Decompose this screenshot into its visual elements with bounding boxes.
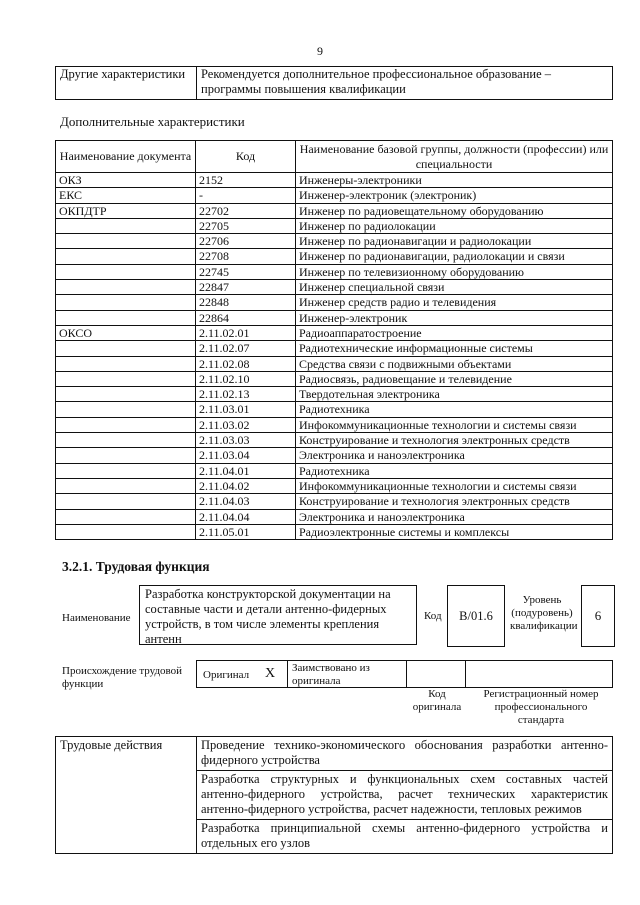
row-document: ОКСО: [56, 325, 196, 340]
row-code: 2.11.02.10: [196, 371, 296, 386]
table-row: [56, 402, 613, 417]
row-code: 2.11.02.13: [196, 387, 296, 402]
row-document: [56, 509, 196, 524]
reg-number-label: Регистрационный номер профессионального стандарта: [483, 688, 599, 726]
row-code: 2.11.02.08: [196, 356, 296, 371]
row-code: 22847: [196, 280, 296, 295]
row-code: 22708: [196, 249, 296, 264]
row-code: 2.11.03.04: [196, 448, 296, 463]
row-document: [56, 387, 196, 402]
table-row: [56, 371, 613, 386]
row-document: [56, 341, 196, 356]
original-label: Оригинал: [203, 669, 250, 681]
table-row: [56, 203, 613, 218]
section-heading: 3.2.1. Трудовая функция: [62, 559, 210, 574]
table-row: [56, 478, 613, 493]
code-label: Код: [424, 610, 442, 622]
row-code: 2.11.04.04: [196, 509, 296, 524]
row-name: Инфокоммуникационные технологии и системы связи: [296, 478, 613, 493]
borrowed-label: Заимствовано из оригинала: [292, 662, 370, 687]
table-row: [56, 325, 613, 340]
row-name: Радиотехнические информационные системы: [296, 341, 613, 356]
row-name: Твердотельная электроника: [296, 387, 613, 402]
row-code: 2.11.02.01: [196, 325, 296, 340]
actions-label: Трудовые действия: [56, 737, 197, 854]
table-row: [56, 463, 613, 478]
other-text: Рекомендуется дополнительное профессиональное образование – программы повышения квалификации: [197, 67, 613, 100]
action-item: Проведение технико-экономического обоснования разработки антенно-фидерного устройства: [197, 737, 613, 771]
row-document: [56, 524, 196, 539]
row-document: [56, 494, 196, 509]
row-document: [56, 218, 196, 233]
row-name: Инженер по радиолокации: [296, 218, 613, 233]
table-row: [56, 387, 613, 402]
row-code: 2.11.04.03: [196, 494, 296, 509]
table-row: [56, 249, 613, 264]
row-name: Радиотехника: [296, 402, 613, 417]
row-code: 22702: [196, 203, 296, 218]
row-document: [56, 433, 196, 448]
row-code: 22705: [196, 218, 296, 233]
row-name: Инженер по телевизионному оборудованию: [296, 264, 613, 279]
original-mark: X: [265, 666, 276, 681]
row-document: [56, 280, 196, 295]
function-code-box: B/01.6: [447, 585, 505, 647]
row-name: Электроника и наноэлектроника: [296, 509, 613, 524]
row-code: 2.11.03.02: [196, 417, 296, 432]
table-row: [56, 417, 613, 432]
borrowed-cell: [287, 660, 407, 688]
additional-title: Дополнительные характеристики: [60, 114, 245, 129]
row-name: Инженер специальной связи: [296, 280, 613, 295]
level-box: 6: [581, 585, 615, 647]
row-name: Электроника и наноэлектроника: [296, 448, 613, 463]
table-row: [56, 188, 613, 203]
row-document: [56, 295, 196, 310]
table-row: [56, 234, 613, 249]
row-document: [56, 356, 196, 371]
orig-code-label: Код оригинала: [412, 688, 462, 713]
additional-characteristics-table: [55, 140, 613, 540]
table-row: [56, 524, 613, 539]
row-document: [56, 478, 196, 493]
table-row: [56, 433, 613, 448]
table-row: [56, 494, 613, 509]
row-name: Радиосвязь, радиовещание и телевидение: [296, 371, 613, 386]
additional-rows: [56, 173, 613, 540]
row-name: Средства связи с подвижными объектами: [296, 356, 613, 371]
row-document: [56, 402, 196, 417]
row-code: 22864: [196, 310, 296, 325]
table-row: [56, 356, 613, 371]
table-row: [56, 310, 613, 325]
reg-number-cell: [465, 660, 613, 688]
function-name-box: Разработка конструкторской документации на составные части и детали антенно-фидерных устройств, в том числе элементы крепления антенн: [139, 585, 417, 645]
action-item: Разработка принципиальной схемы антенно-фидерного устройства и отдельных его узлов: [197, 820, 613, 854]
origin-row: [196, 660, 613, 688]
row-code: 2.11.03.03: [196, 433, 296, 448]
name-label: Наименование: [62, 612, 131, 624]
action-item: Разработка структурных и функциональных схем составных частей антенно-фидерного устройства, расчет технических характеристик антенно-фидерного устройства, расчет надежности, тепловых режимов: [197, 771, 613, 820]
row-name: Инженер по радионавигации и радиолокации: [296, 234, 613, 249]
table-row: [56, 341, 613, 356]
row-name: Радиотехника: [296, 463, 613, 478]
table-row: [56, 264, 613, 279]
row-code: 2.11.05.01: [196, 524, 296, 539]
table-row: [56, 448, 613, 463]
header-code: Код: [196, 141, 296, 173]
table-row: [56, 173, 613, 188]
row-code: 22848: [196, 295, 296, 310]
row-document: ЕКС: [56, 188, 196, 203]
row-name: Конструирование и технология электронных средств: [296, 494, 613, 509]
row-code: 22745: [196, 264, 296, 279]
row-document: [56, 448, 196, 463]
row-document: [56, 371, 196, 386]
row-name: Инженер по радионавигации, радиолокации и связи: [296, 249, 613, 264]
row-name: Конструирование и технология электронных средств: [296, 433, 613, 448]
row-document: ОКПДТР: [56, 203, 196, 218]
row-name: Инженер-электроник (электроник): [296, 188, 613, 203]
row-code: 2.11.04.01: [196, 463, 296, 478]
row-name: Инженер средств радио и телевидения: [296, 295, 613, 310]
row-name: Инфокоммуникационные технологии и системы связи: [296, 417, 613, 432]
row-code: 2.11.03.01: [196, 402, 296, 417]
row-name: Инженер-электроник: [296, 310, 613, 325]
row-name: Инженер по радиовещательному оборудованию: [296, 203, 613, 218]
labor-actions-table: [55, 736, 613, 854]
row-code: 2.11.04.02: [196, 478, 296, 493]
row-document: [56, 264, 196, 279]
row-document: [56, 417, 196, 432]
row-document: [56, 310, 196, 325]
page-number: 9: [317, 44, 323, 58]
row-document: [56, 463, 196, 478]
row-code: -: [196, 188, 296, 203]
row-name: Инженеры-электроники: [296, 173, 613, 188]
row-document: ОКЗ: [56, 173, 196, 188]
row-code: 2.11.02.07: [196, 341, 296, 356]
level-label: Уровень (подуровень) квалификации: [510, 594, 578, 632]
header-name: Наименование базовой группы, должности (профессии) или специальности: [296, 141, 613, 173]
row-code: 2152: [196, 173, 296, 188]
table-row: [56, 218, 613, 233]
row-name: Радиоаппаратостроение: [296, 325, 613, 340]
original-cell: [196, 660, 288, 688]
table-row: [56, 280, 613, 295]
row-document: [56, 234, 196, 249]
other-label: Другие характеристики: [56, 67, 197, 100]
origin-label: Происхождение трудовой функции: [62, 665, 183, 690]
original-code-cell: [406, 660, 466, 688]
row-code: 22706: [196, 234, 296, 249]
table-row: [56, 509, 613, 524]
header-document: Наименование документа: [56, 141, 196, 173]
row-name: Радиоэлектронные системы и комплексы: [296, 524, 613, 539]
other-characteristics-table: [55, 66, 613, 100]
row-document: [56, 249, 196, 264]
table-row: [56, 295, 613, 310]
